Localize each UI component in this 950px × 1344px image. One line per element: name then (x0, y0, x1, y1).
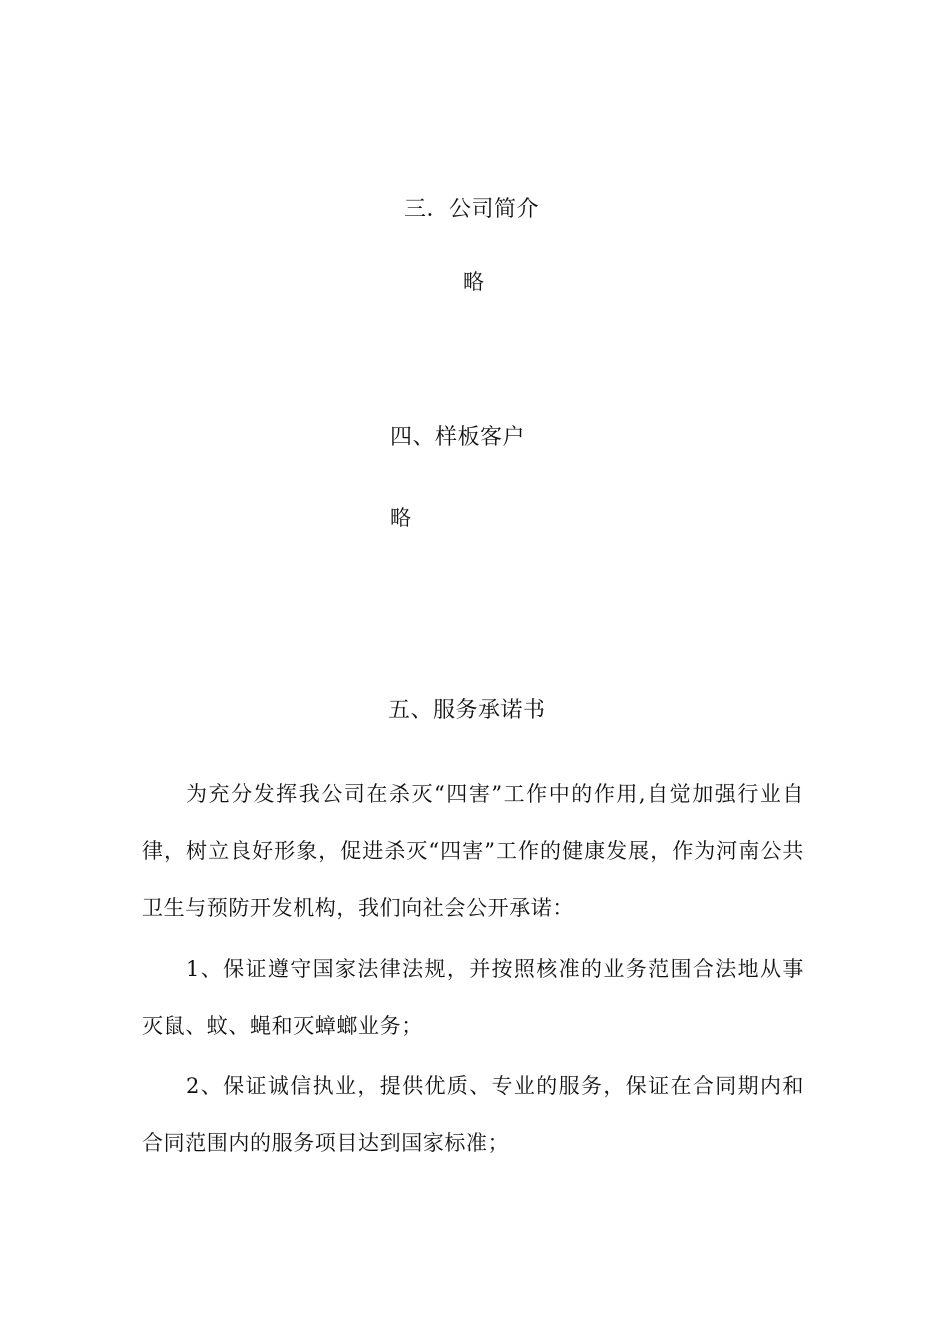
commitment-intro-paragraph: 为充分发挥我公司在杀灭“四害”工作中的作用,自觉加强行业自律，树立良好形象，促进杀灭“四害”工作的健康发展，作为河南公共卫生与预防开发机构，我们向社会公开承诺： (142, 782, 804, 920)
section-five-heading: 五、服务承诺书 (388, 698, 546, 723)
commitment-item-2: 2、保证诚信执业，提供优质、专业的服务，保证在合同期内和合同范围内的服务项目达到国家标准； (142, 1074, 804, 1155)
section-four-heading: 四、样板客户 (390, 425, 526, 450)
section-four-body: 略 (390, 506, 412, 530)
commitment-item-1: 1、保证遵守国家法律法规，并按照核准的业务范围合法地从事灭鼠、蚊、蝇和灭蟑螂业务； (142, 957, 804, 1038)
section-three-body: 略 (463, 270, 485, 294)
section-three-heading: 三．公司简介 (404, 197, 540, 222)
